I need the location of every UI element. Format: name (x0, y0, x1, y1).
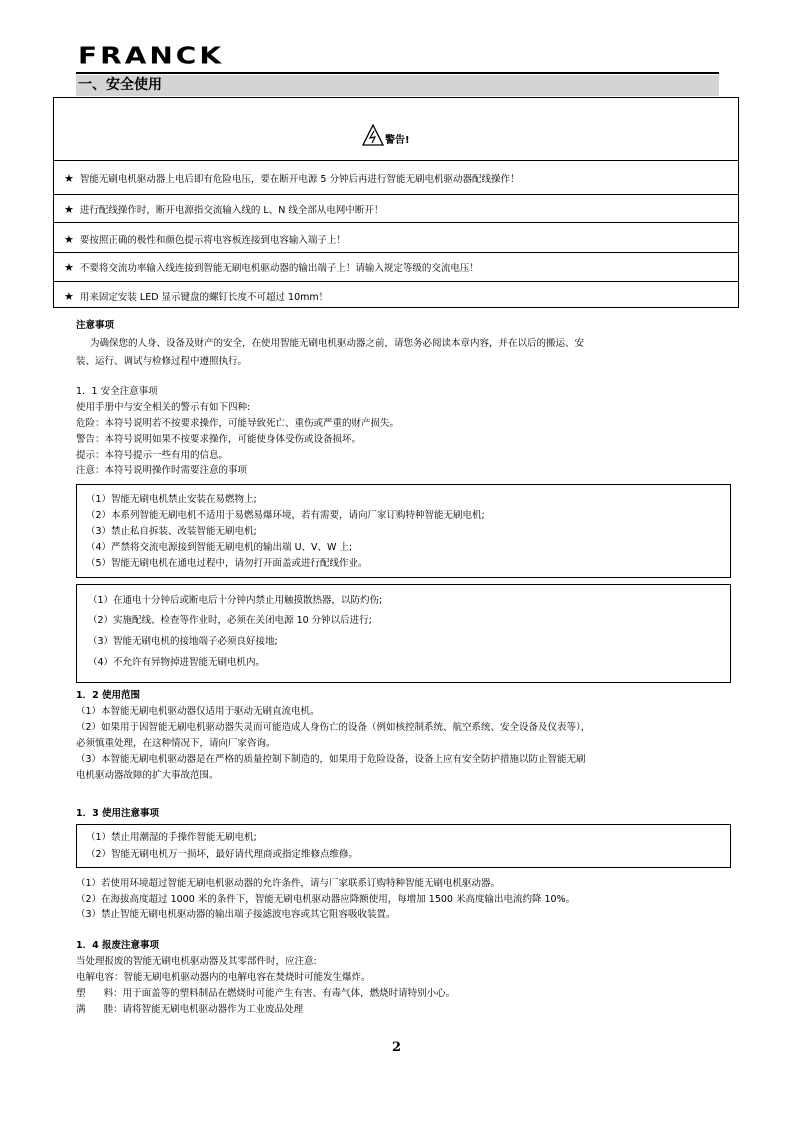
box-line: （1）在通电十分钟后或断电后十分钟内禁止用触摸散热器，以防灼伤; (88, 595, 383, 606)
warning-triangle-icon (362, 124, 384, 146)
disposal-intro: 当处理报废的智能无刷电机驱动器及其零部件时，应注意: (76, 956, 317, 967)
brand-logo: FRANCK (78, 42, 225, 70)
section-1-2-heading: 1．2 使用范围 (76, 690, 141, 701)
section-1-3-heading: 1．3 使用注意事项 (76, 808, 160, 819)
box-line: （1）禁止用潮湿的手操作智能无刷电机; (86, 832, 257, 843)
box-line: （4）严禁将交流电源接到智能无刷电机的输出端 U、V、W 上; (86, 542, 353, 553)
star-icon: ★ (64, 261, 74, 274)
warning-title (362, 112, 410, 146)
warning-row-divider (54, 252, 738, 253)
scope-line: 必须慎重处理，在这种情况下，请向厂家咨询。 (76, 738, 276, 749)
scope-line: （3）本智能无刷电机驱动器是在严格的质量控制下制造的，如果用于危险设备，设备上应有安全防护措施以防止智能无刷 (76, 754, 586, 765)
warning-divider (54, 160, 738, 161)
star-icon: ★ (64, 172, 74, 185)
header-rule (76, 72, 719, 74)
hazard-line: 提示：本符号提示一些有用的信息。 (76, 450, 229, 461)
scope-line: 电机驱动器故障的扩大事故范围。 (76, 770, 219, 781)
box-line: （3）禁止私自拆装、改装智能无刷电机; (86, 526, 257, 537)
section-title: 一、安全使用 (76, 75, 719, 96)
warning-item: ★ 智能无刷电机驱动器上电后即有危险电压，要在断开电源 5 分钟后再进行智能无刷电机驱动器配线操作！ (64, 172, 520, 185)
disposal-line: 电解电容：智能无刷电机驱动器内的电解电容在焚烧时可能发生爆炸。 (76, 972, 371, 983)
warning-item: ★ 不要将交流功率输入线连接到智能无刷电机驱动器的输出端子上！请输入规定等级的交流电压！ (64, 261, 479, 274)
star-icon: ★ (64, 233, 74, 246)
box-line: （5）智能无刷电机在通电过程中，请勿打开面盖或进行配线作业。 (86, 558, 368, 569)
hazard-line: 危险：本符号说明若不按要求操作，可能导致死亡、重伤或严重的财产损失。 (76, 418, 400, 429)
warning-item: ★ 要按照正确的极性和颜色提示将电容板连接到电容输入端子上！ (64, 233, 346, 246)
disposal-line: 满 塍：请将智能无刷电机驱动器作为工业废品处理 (76, 1004, 304, 1015)
notice-heading: 注意事项 (76, 320, 115, 331)
notice-paragraph-line: 装、运行、调试与检修过程中遵照执行。 (76, 356, 248, 367)
warning-item: ★ 进行配线操作时，断开电源指交流输入线的 L、N 线全部从电网中断开！ (64, 203, 384, 216)
box-line: （2）实施配线、检查等作业时，必须在关闭电源 10 分钟以后进行; (88, 615, 372, 626)
usage-line: （3）禁止智能无刷电机驱动器的输出端子接滤波电容或其它阻容吸收装置。 (76, 909, 396, 920)
page-number: 2 (392, 1040, 402, 1055)
hazard-line: 注意：本符号说明操作时需要注意的事项 (76, 465, 248, 476)
usage-line: （1）若使用环境超过智能无刷电机驱动器的允许条件，请与厂家联系订购特种智能无刷电机驱动器。 (76, 878, 501, 889)
usage-line: （2）在海拔高度超过 1000 米的条件下，智能无刷电机驱动器应降额使用，每增加 1500 米高度输出电流约降 10%。 (76, 894, 576, 905)
star-icon: ★ (64, 203, 74, 216)
hazard-line: 警告：本符号说明如果不按要求操作，可能使身体受伤或设备损坏。 (76, 434, 362, 445)
scope-line: （1）本智能无刷电机驱动器仅适用于驱动无刷直流电机。 (76, 706, 320, 717)
disposal-line: 塑 料：用于面盖等的塑料制品在燃烧时可能产生有害、有毒气体，燃烧时请特别小心。 (76, 988, 456, 999)
scope-line: （2）如果用于因智能无刷电机驱动器失灵而可能造成人身伤亡的设备（例如核控制系统、航空系统、安全设备及仪表等）， (76, 722, 591, 733)
section-1-1-heading: 1．1 安全注意事项 (76, 386, 158, 397)
warning-row-divider (54, 281, 738, 282)
box-line: （3）智能无刷电机的接地端子必须良好接地; (88, 636, 278, 647)
warning-row-divider (54, 194, 738, 195)
notice-paragraph-line: 为确保您的人身、设备及财产的安全，在使用智能无刷电机驱动器之前，请您务必阅读本章内容，并在以后的搬运、安 (90, 338, 585, 349)
warning-title-text: 警告! (385, 135, 410, 146)
warning-row-divider (54, 222, 738, 223)
section-1-1-intro: 使用手册中与安全相关的警示有如下四种: (76, 402, 251, 413)
warning-item: ★ 用来固定安装 LED 显示键盘的螺钉长度不可超过 10mm！ (64, 290, 329, 303)
box-line: （2）智能无刷电机万一损坏，最好请代理商或指定维修点维修。 (86, 849, 359, 860)
star-icon: ★ (64, 290, 74, 303)
box-line: （1）智能无刷电机禁止安装在易燃物上; (86, 494, 257, 505)
box-line: （2）本系列智能无刷电机不适用于易燃易爆环境，若有需要，请向厂家订购特种智能无刷电机; (86, 510, 485, 521)
section-1-4-heading: 1．4 报废注意事项 (76, 940, 160, 951)
box-line: （4）不允许有异物掉进智能无刷电机内。 (88, 657, 266, 668)
